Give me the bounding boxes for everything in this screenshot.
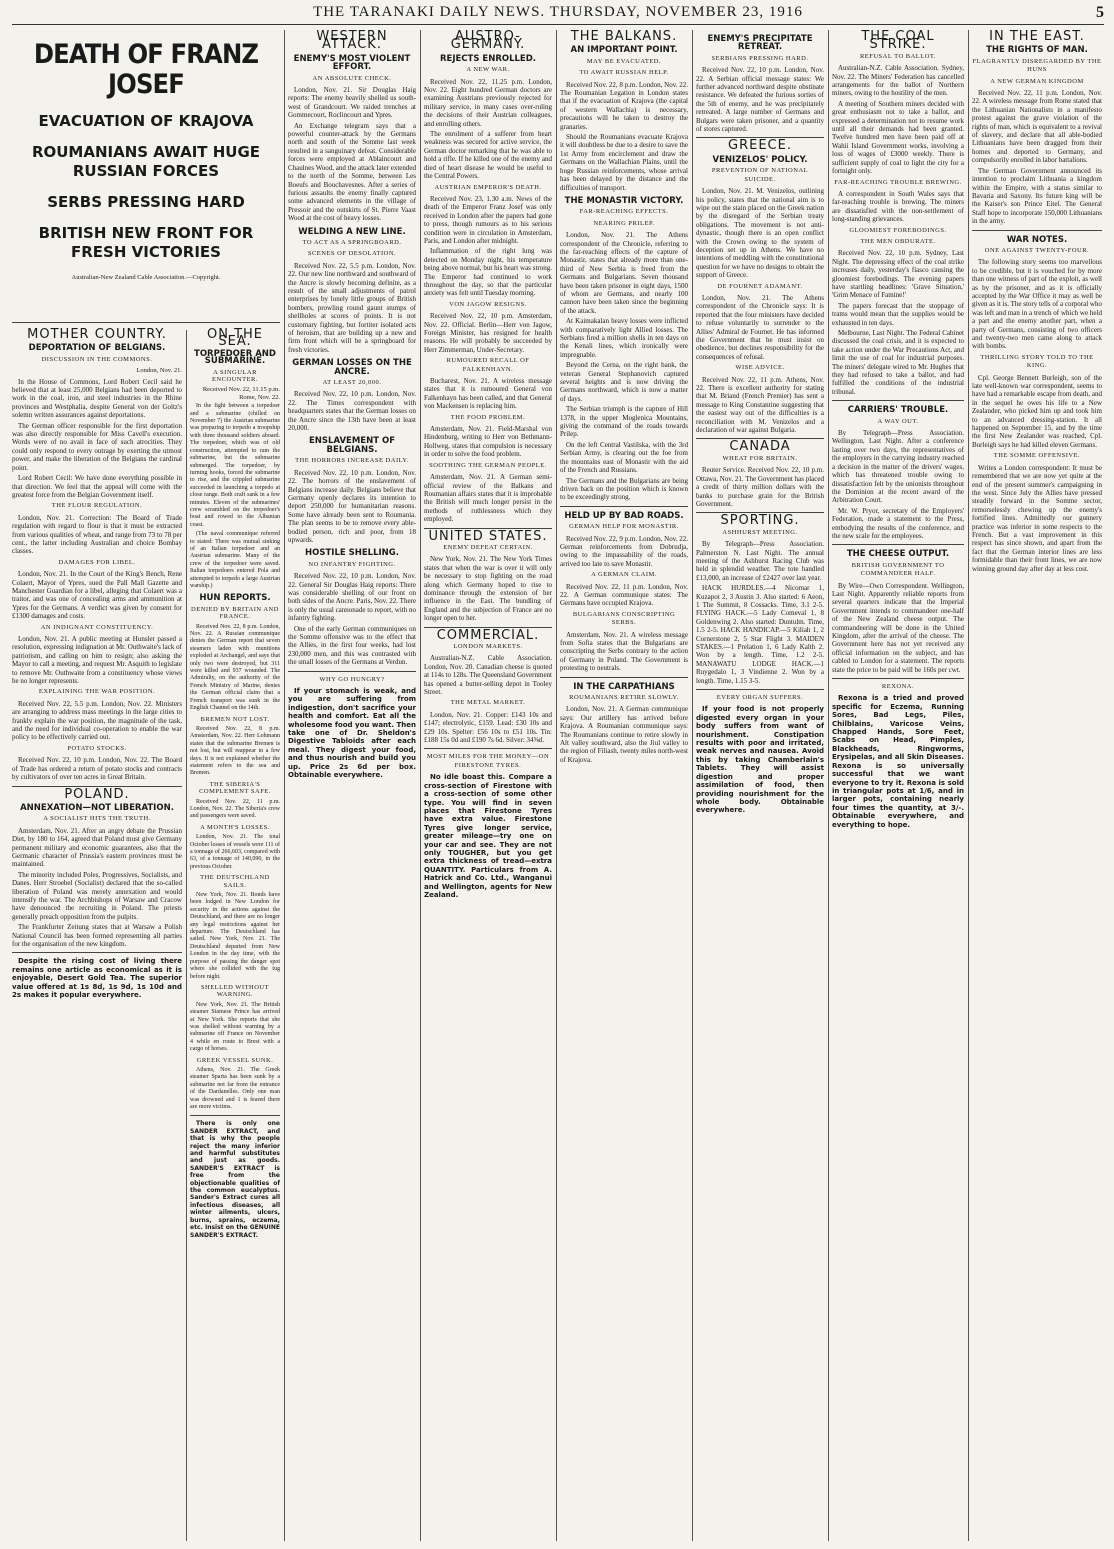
story-heading: WISE ADVICE. — [735, 364, 785, 372]
advertisement: If your food is not properly digested every organ in your body suffers from want of nourishment. Constipation results with poor and irritated, weak nerves and nausea. Avoid this by taking Chamberlain's Tablets. They will assist digestion and proper assimilation of food, then providing nourishment for the whole body. Obtainable everywhere. — [696, 705, 824, 815]
page-number: 5 — [1096, 4, 1104, 21]
story-heading: GERMAN HELP FOR MONASTIR. — [569, 523, 679, 531]
section-heading: SPORTING. — [720, 513, 800, 529]
lead-divider — [12, 322, 280, 323]
column-rule — [692, 30, 693, 1541]
paragraph: Received Nov. 22, 10 p.m. Sydney, Last Night. The depressing effect of the coal strike increases daily, yesterday's fiasco causing the gloomiest forebodings. The evening papers have startling headlines: 'Grave Situation,' 'Grim Menace of Famine!' — [832, 249, 964, 300]
story-subheading: FLAGRANTLY DISREGARDED BY THE HUNS — [972, 57, 1102, 74]
section-heading: ENEMY'S PRECIPITATE RETREAT. — [707, 34, 813, 53]
story-heading: THE SOMME OFFENSIVE. — [993, 452, 1081, 460]
advertisement: If your stomach is weak, and you are suffering from indigestion, don't sacrifice your health and comfort. Eat all the wholesome food you want. Then take one of Dr. Sheldon's Digestive Tabloids after each meal. They digest your food, and thus nourish and build you up. Price 2s 6d per box. Obtainable everywhere. — [288, 687, 416, 780]
divider — [832, 678, 964, 679]
story-subheading: AT LEAST 20,000. — [322, 379, 382, 387]
story-heading: DE FOURNET ADAMANT. — [717, 282, 803, 290]
story-heading: EXPLAINING THE WAR POSITION. — [38, 688, 156, 696]
paragraph: Received Nov. 23, 1.30 a.m. News of the death of the Emperor Franz Josef was only received in London after the papers had gone to press, though rumours as to his serious condition were in circulation in Amsterdam, Paris, and London after midnight. — [424, 194, 552, 245]
story-heading: RUMOURED RECALL OF FALKENHAYN. — [446, 357, 530, 373]
column-balkans — [560, 30, 688, 1541]
paragraph: Amsterdam, Nov. 21. Field-Marshal von Hindenburg, writing to Herr von Bethmann-Hollweg, states that compulsion is necessary in order to solve the food problem. — [424, 425, 552, 459]
paragraph: Received Nov. 22, 5.5 p.m. London, Nov. 22. Our new line northward and southward of the Ancre is slowly becoming definite, as a result of the small adjustments of patrol enterprises by lonely little groups of British bombers, prowling round gaunt stumps of shellholes at scores of points. It is not customary fighting, but fortiter isolated acts of heroism, that are building up a new and firm front which will be a springboard for fresh victories. — [288, 261, 416, 354]
section-heading: UNITED STATES. — [428, 528, 548, 544]
story-subheading: MAY BE EVACUATED. — [586, 57, 662, 65]
paragraph: London, Nov. 21. In the Court of the King's Bench, Rene Colaert, Mayor of Ypres, sued the Pall Mall Gazette and Manchester Guardian for a libel, alleging that Colaert was a traitor, and was one of concealing arms and ammunition at Ypres for the Germans. A verdict was given by consent for £1300 damages and costs. — [12, 570, 182, 621]
advertisement: No idle boast this. Compare a cross-section of Firestone with a cross-section of some other type. You will find in seven places that Firestone Tyres have extra value. Firestone Tyres give longer service, greater mileage—try one on your car and see. They are not only TOUGHER, but you get extra thickness of tread—extra QUANTITY. Particulars from A. Hatrick and Co. Ltd., Wanganui and Wellington, agents for New Zealand. — [424, 773, 552, 899]
section-heading: MOTHER COUNTRY. — [27, 328, 167, 342]
paragraph: The Frankfurter Zeitung states that at Warsaw a Polish National Council has been formed representing all parties for the organisation of the new kingdom. — [12, 923, 182, 948]
story-heading: WHEAT FOR BRITAIN. — [722, 454, 798, 462]
paragraph: New York, Nov. 21. The British steamer Siamese Prince has arrived at New York. She reports that she was shelled without warning by a submarine off France on November 4 while en route to Brest with a cargo of horses. — [190, 1001, 280, 1053]
story-subheading: A NEW GERMAN KINGDOM — [990, 77, 1084, 85]
paragraph: Cpl. George Bennett Burleigh, son of the late well-known war correspondent, seems to have had a remarkable escape from death, and in the sequel he owes his life to a New Zealander, who picked him up and took him to an advanced dressing-station. It all happened on September 15, and by the time the first New Zealander was reached, Cpl. Burleigh says he had killed eleven Germans. — [972, 373, 1102, 449]
paragraph: On the left Central Vastilska, with the 3rd Serbian Army, is clearing out the foe from the mountains east of Monastir with the aid of the French and Russians. — [560, 440, 688, 475]
masthead-title: THE TARANAKI DAILY NEWS. THURSDAY, NOVEMBER 23, 1916 — [313, 4, 803, 20]
paragraph: Reuter Service. Received Nov. 22, 10 p.m. Ottawa, Nov. 21. The Government has placed a credit of thirty million dollars with the banks to purchase grain for the British Government. — [696, 466, 824, 508]
paragraph: Australian-N.Z. Cable Association. London, Nov. 20. Canadian cheese is quoted at 114s to 128s. The Queensland Government has opened a butter-selling depot in Tooley Street. — [424, 654, 552, 697]
dateline: Received Nov. 22, 11.15 p.m. Rome, Nov. 22. — [202, 386, 280, 401]
paragraph: The following story seems too marvellous to be credible, but it is vouched for by more than one witness of part of the exploit, as well as by the prisoner, and as it is officially accepted by the War Office it may as well be given as it is. The story tells of a corporal who was left and man in a trench of which we held a part and the enemy another part, when a party of Germans, consisting of two officers and twenty-two men came along to attack with bombs. — [972, 258, 1102, 351]
paragraph: New York, Nov. 21. Bonds have been lodged in New London for security in the actions against the Deutschland, and there are no longer any legal restrictions against her departure. The Deutschland has sailed. New York, Nov. 21. The Deutschland departed from New London in the day time, with the purpose of passing the danger spot where she collided with the tug before night. — [190, 892, 280, 980]
story-heading: ENSLAVEMENT OF BELGIANS. — [308, 436, 395, 455]
paragraph: One of the early German communiques on the Somme offensive was to the effect that the Allies, in the first four weeks, had lost 230,000 men, and this was contrasted with the small losses of the Germans at Verdun. — [288, 624, 416, 667]
section-heading: GREECE. — [728, 138, 792, 154]
story-subheading: TO AWAIT RUSSIAN HELP. — [579, 69, 669, 77]
story-heading: GERMAN LOSSES ON THE ANCRE. — [292, 358, 412, 377]
story-heading: THE METAL MARKET. — [450, 699, 526, 707]
paragraph: In the fight between a torpedoer and a submarine (chilled on November 7) the Austrian submarine was preparing to torpedo a troopship with three thousand soldiers aboard. The torpedoer, which was of old construction, attempted to ram the submarine, but the submarine submerged. The torpedoer, by turning hooks, forced the submarine to rise, and the crippled submarine succeeded in launching a torpedo at close range. Both craft sank in a few minutes. Eleven of the submarines' crew scrambled on the torpedoer's boat and rowed to the Albanian coast. — [190, 403, 280, 528]
dateline: London, Nov. 21. — [136, 367, 182, 375]
paragraph: The minority included Poles, Progressives, Socialists, and Danes. Herr Stroebel (Socialist) declared that the so-called liberation of Poland was merely annexation and would intensify the war. The Archbishops of Warsaw and Cracow have denounced the recruiting in Poland. The priests generally preach opposition from the pulpits. — [12, 870, 182, 921]
story-heading: DEPORTATION OF BELGIANS. — [28, 343, 166, 354]
advertisement: There is only one SANDER EXTRACT, and that is why the people reject the many inferior and harmful substitutes and just as goods. SANDER'S EXTRACT is free from the objectionable qualities of the common eucalyptus. Sander's Extract cures all infectious diseases, all winter ailments, ulcers, burns, sprains, eczema, etc. Insist on the GENUINE SANDER'S EXTRACT. — [190, 1120, 280, 1239]
story-heading: HOSTILE SHELLING. — [305, 548, 399, 559]
story-heading: REFUSAL TO BALLOT. — [859, 52, 937, 60]
story-subheading: SCENES OF DESOLATION. — [307, 250, 397, 258]
paragraph: London, Nov. 21. The Athens correspondent of the Chronicle, referring to the far-reaching effects of the capture of Monastir, states that already more than one-third of New Serbia is freed from the Germans and Bulgarians. Seven thousand have been taken prisoner in eight days, 1500 of whom are Germans, and nearly 100 cannon have been taken since the beginning of the attack. — [560, 231, 688, 315]
lead-story — [12, 32, 280, 322]
paragraph: Received Nov. 22, 10 p.m. London, Nov. 22. The Times correspondent with headquarters states that the German losses on the Ancre since the 13th have been at least 20,000. — [288, 390, 416, 433]
story-heading: REJECTS ENROLLED. — [439, 53, 537, 64]
paragraph: Received Nov. 22, 10 p.m. London, Nov. 22. A Serbian official message states: We further advanced northward despite obstinate resistance. We defeated the furious sorties of the 5th of enemy, and he was precipitately retreated. A large number of Germans and Bulgars were taken prisoner, and a quantity of stores captured. — [696, 66, 824, 134]
paragraph: Received Nov. 22, 8 p.m. London, Nov. 22. A Russian communique denies the German report that seven steamers laden with munitions exploded at Archangel, and says that only two were destroyed, but 311 were killed and 937 wounded. The Admiralty, on the authority of the French Ministry of Marine, denies the German official claim that a French transport was sunk in the English Channel on the 14th. — [190, 623, 280, 712]
story-subheading: THE MEN OBDURATE. — [860, 237, 936, 245]
story-subheading: DISCUSSION IN THE COMMONS. — [41, 355, 153, 363]
paragraph: London, Nov. 21. A public meeting at Hunslet passed a resolution, expressing indignation at Mr. Outhwaite's lack of patriotism, and calling on him to resign; also asking the Mayor to call a meeting, and request Mr. Asquith to legislate to remove Mr. Outhwaite from a constituency whose views he no longer represents. — [12, 635, 182, 686]
story-heading: ONE AGAINST TWENTY-FOUR. — [984, 246, 1090, 254]
section-heading: THE COAL STRIKE. — [861, 30, 935, 53]
column-rule — [186, 330, 187, 1541]
story-heading: A GERMAN CLAIM. — [591, 571, 657, 579]
story-heading: THE FLOUR REGULATION. — [51, 502, 143, 510]
story-heading: POTATO STOCKS. — [67, 744, 127, 752]
paragraph: Received Nov. 22, 11 p.m. Athens, Nov. 22. There is excellent authority for stating that M. Briand (French Premier) has sent a message to King Constantine suggesting that the easiest way out of the difficulties is a reconciliation with M. Venizelos and a declaration of war against Bulgaria. — [696, 375, 824, 435]
story-heading: GREEK VESSEL SUNK. — [196, 1056, 274, 1064]
story-heading: ROUMANIANS RETIRE SLOWLY. — [569, 694, 679, 702]
paragraph: At Kaimakalan heavy losses were inflicted with comparatively light Allied losses. The Serbians fired a million shells in ten days on the Kenali lines, which ironically were impregnable. — [560, 317, 688, 359]
column-on-the-sea — [190, 328, 280, 1541]
paragraph: Received Nov. 22, 11 p.m. London, Nov. 22. A German communique states: The Germans have occupied Krajova. — [560, 582, 688, 608]
story-heading: WELDING A NEW LINE. — [298, 226, 406, 237]
column-coal-strike — [832, 30, 964, 1541]
paragraph: Received Nov. 22, 8 p.m. Amsterdam, Nov. 22. Herr Lohmann states that the submarine Bremen is not lost, but will reappear in a few days. It is not explained whether the statement refers to the sea and Bremen. — [190, 725, 280, 777]
paragraph: Received Nov. 22, 5.5 p.m. London, Nov. 22. Ministers are arranging to address mass meetings in the large cities to frankly explain the war position, the magnitude of the task, and the need for individual co-operation to enable the war policy to be effectively carried out. — [12, 699, 182, 742]
paragraph: The Serbian triumph is the capture of Hill 1378, in the upper Moglenica Mountains, giving the command of the roads towards Prilep. — [560, 405, 688, 439]
paragraph: London, Nov. 21. The total October losses of vessels were 111 of a tonnage of 266,603, compared with 63, of a tonnage of 140,090, in the previous October. — [190, 834, 280, 870]
column-greece-canada — [696, 30, 824, 1541]
section-heading: HELD UP BY BAD ROADS. — [564, 510, 684, 521]
story-heading: VON JAGOW RESIGNS. — [449, 300, 527, 308]
story-heading: ENEMY'S MOST VIOLENT EFFORT. — [293, 53, 411, 73]
story-subheading: DENIED BY BRITAIN AND FRANCE. — [191, 605, 279, 621]
paragraph: Inflammation of the right lung was detected on Monday night, his temperature being above normal, but his heart was strong. The Emperor had continued to work throughout the day, so that the particular anxiety was felt until Tuesday morning. — [424, 247, 552, 298]
paragraph: The enrolment of a sufferer from heart weakness was secured for active service, the German doctor remarking that he was able to hold a rifle. If he killed one of the enemy and died of heart disease he would be useful to the Central Powers. — [424, 130, 552, 181]
advertisement: Rexona is a tried and proved specific for Eczema, Running Sores, Bad Legs, Piles, Chilblains, Varicose Veins, Chapped Hands, Sore Feet, Scabs on Head, Pimples, Blackheads, Ringworms, Erysipelas, and all Skin Diseases. Rexona is so universally successful that we want everyone to try it. Rexona is sold in triangular pots at 1/6, and in larger pots, containing nearly four times the quantity, at 3/-. Obtainable everywhere, and everything to hope. — [832, 694, 964, 829]
column-rule — [556, 30, 557, 1541]
story-subheading: THE HORRORS INCREASE DAILY. — [295, 457, 409, 465]
story-heading: SHELLED WITHOUT WARNING. — [200, 983, 270, 999]
story-subheading: NO INFANTRY FIGHTING. — [308, 560, 396, 568]
story-heading: REXONA. — [881, 683, 915, 691]
story-subheading: TO ACT AS A SPRINGBOARD. — [302, 238, 402, 246]
story-subheading: A NEW WAR. — [466, 66, 510, 74]
story-heading: AN INDIGNANT CONSTITUENCY. — [40, 623, 154, 631]
section-heading: CARRIERS' TROUBLE. — [847, 405, 949, 416]
lead-sub3: SERBS PRESSING HARD — [47, 193, 245, 211]
story-heading: THE DEUTSCHLAND SAILS. — [200, 874, 270, 889]
paragraph: The German officer responsible for the first deportation was also directly responsible for Miss Cavell's execution. Words were of no avail in face of such atrocities. They could only respond to every outrage by exerting the utmost power, and make the liberation of the Belgians the cardinal point. — [12, 421, 182, 472]
section-heading: WAR NOTES. — [1006, 234, 1068, 245]
paragraph: By Wire—Own Correspondent. Wellington, Last Night. Apparently reliable reports from several quarters indicate that the Imperial Government intends to commandeer one-half of the New Zealand cheese output. The commandeering will be done in the United Kingdom, after the arrival of the cheese. The Government here has not yet received any official information on the subject, and has cabled to London for a statement. The reports state the price to be paid will be 160s per cwt. — [832, 581, 964, 674]
divider — [288, 671, 416, 672]
story-heading: WHY GO HUNGRY? — [319, 675, 385, 683]
story-heading: THE MONASTIR VICTORY. — [564, 195, 684, 206]
column-in-the-east — [972, 30, 1102, 1541]
paragraph: Melbourne, Last Night. The Federal Cabinet discussed the coal crisis, and it is expected to take action under the War Precautions Act, and limit the use of coal for industrial purposes. The miners' delegate wired to Mr. Hughes that they had refused to take a ballot, and had fulfilled the conditions of the industrial tribunal. — [832, 329, 964, 396]
story-subheading: A SOCIALIST HITS THE TRUTH. — [43, 815, 151, 823]
paragraph: An Exchange telegram says that a powerful counter-attack by the Germans north and south of the Somme last week resulted in a sanguinary defeat. Considerable forces were employed at Ablaincourt and Chaulnes Wood, and the attack later extended to the north of the Somme, between Les Boeufs and Bouchavesnes. After a series of furious assaults the enemy finally captured some advanced elements in the village of Pressoir and the outskirts of St. Pierre Vaast Wood at the cost of heavy losses. — [288, 121, 416, 223]
paragraph: Amsterdam, Nov. 21. After an angry debate the Prussian Diet, by 180 to 164, agreed that Poland must give Germany permanent military and economic guarantees, also that the Germanic character of Prussia's eastern provinces must be maintained. — [12, 826, 182, 869]
paragraph: Received Nov. 22, 10 p.m. London, Nov. 22. General Sir Douglas Haig reports: There was considerable shelling of our front on both sides of the Ancre. Paris, Nov. 22. There is only the usual cannonade to report, with no infantry fighting. — [288, 572, 416, 623]
section-heading: WESTERN ATTACK. — [316, 30, 388, 53]
story-heading: SOOTHING THE GERMAN PEOPLE. — [429, 461, 547, 469]
story-heading: EVERY ORGAN SUFFERS. — [716, 694, 804, 702]
column-mother-country — [12, 328, 182, 1541]
column-austro-germany — [424, 30, 552, 1541]
divider — [832, 400, 964, 401]
section-heading: IN THE CARPATHIANS — [573, 681, 675, 692]
section-heading: AUSTRO-GERMANY. — [450, 30, 526, 53]
paragraph: New York, Nov. 21. The New York Times states that when the war is over it will only be necessary to stop fighting on the road along which Germany hoped to rise to dominance through the extension of her influence in the East. The bundling of England and the subjection of France are no longer open to her. — [424, 555, 552, 623]
paragraph: HACK HURDLES.—4 Nicomar 1, Kuzapot 2, 3 Austin 3. Also started: 6 Aeon, 1 The Summit, 8 Cossacks. Time, 3.1 2-5. FLYING HACK.—5 Lady Comeval 1, 8 Goldenwing 2. Also started: Duntulm. Time, 1.5 2-5. HACK HANDICAP.—5 Kiliah 1, 2 Cornerstone 2, 5 Star Flight 3. MAIDEN STAKES.—1 Prelation 1, 6 Lady Kalth 2. Won by a length. Time, 1.2 2-5. MANAWATU LODGE HACK.—1 Ruygedalo 1, 3 Vindienne 2. Won by a length. Time, 1.15 3-5. — [696, 584, 824, 685]
story-subheading: A SINGULAR ENCOUNTER. — [212, 368, 258, 384]
paragraph: Mr. W. Pryor, secretary of the Employers' Federation, made a statement to the Press, embodying the results of the conference, and the new scale for the employees. — [832, 506, 964, 540]
story-subheading: FAR-REACHING EFFECTS. — [579, 208, 669, 216]
story-heading: GLOOMIEST FOREBODINGS. — [849, 226, 947, 234]
paragraph: Received Nov. 22, 11 p.m. London, Nov. 22. A wireless message from Rome stated that the Lithuanian Nationalists in a manifesto protest against the grave violation of the rights of man, which is equivalent to a revival of slavery, and declare that all able-bodied Lithuanians have been dragged from their homes and deported to Germany, and compulsorily enrolled in labor battalions. — [972, 89, 1102, 165]
column-rule — [828, 30, 829, 1541]
paragraph: Athens, Nov. 21. The Greek steamer Sparta has been sunk by a submarine not far from the entrance of the Dardanelles. Only one man was drowned and 1 is feared there are more victims. — [190, 1066, 280, 1110]
paragraph: By Telegraph—Press Association. Wellington, Last Night. After a conference lasting over two days, the representatives of the employers in the carrying industry reached a decision in the matter of the drivers' wages, which has threatened trouble owing to dissatisfaction felt by the unionists throughout the Dominion at the recent award of the Arbitration Court. — [832, 429, 964, 505]
lead-headline: DEATH OF FRANZ JOSEF — [33, 39, 259, 100]
column-rule — [968, 30, 969, 1541]
story-heading: DAMAGES FOR LIBEL. — [58, 558, 136, 566]
story-heading: A WAY OUT. — [877, 417, 919, 425]
paragraph: Received Nov. 22, 10 p.m. Amsterdam, Nov. 22. Official. Berlin—Herr von Jagow, Foreign Minister, has resigned for health reasons. He will probably be succeeded by Herr Zimmerman, Under-Secretary. — [424, 312, 552, 354]
paragraph: Australian-N.Z. Cable Association. Sydney, Nov. 22. The Miners' Federation has cancelled arrangements for the ballot of Northern miners, owing to the hostility of the men. — [832, 64, 964, 98]
story-heading: VENIZELOS' POLICY. — [712, 154, 808, 165]
section-heading: ON THE SEA. — [206, 328, 264, 350]
divider — [424, 748, 552, 749]
story-heading: SERBIANS PRESSING HARD. — [711, 54, 809, 62]
lead-sub4: BRITISH NEW FRONT FOR FRESH VICTORIES — [38, 224, 254, 261]
story-heading: THE FOOD PROBLEM. — [450, 413, 526, 421]
paragraph: The German Government announced its intention to proclaim Lithuania a kingdom within the Empire, with a status similar to Bavaria and Saxony. Its future king will be the Kaiser's son Prince Eitel. The General Staff hope to incorporate 150,000 Lithuanians in the army. — [972, 166, 1102, 226]
story-heading: BRITISH GOVERNMENT TO COMMANDEER HALF. — [851, 561, 945, 578]
paragraph: London, Nov. 21. The Athens correspondent of the Chronicle says: It is reported that the four ministers have decided to refuse voluntarily to surrender to the Allies' Admiral de Fournet. He has informed the Government that he must insist on obedience, but declines responsibility for the consequences of refusal. — [696, 293, 824, 361]
column-rule — [420, 30, 421, 1541]
column-rule — [284, 30, 285, 1541]
lead-sub2: ROUMANIANS AWAIT HUGE RUSSIAN FORCES — [31, 143, 261, 180]
paragraph: Received Nov. 22, 10 p.m. London, Nov. 22. The Board of Trade has ordered a return of potato stocks and contracts by cultivators of over ten acres in Great Britain. — [12, 756, 182, 782]
paragraph: London, Nov. 21. Copper: £143 10s and £147; electrolytic, £159. Lead: £30 10s and £29 10s. Spelter: £56 10s to £51 10s. Tin: £188 15s 0d and £190 7s 6d. Silver: 34⅝d. — [424, 710, 552, 745]
paragraph: Amsterdam, Nov. 21. A German semi-official review of the Balkans and Roumanian affairs states that it is improbable the British will much longer persist in the methods of ruthlessness which they employed. — [424, 473, 552, 524]
divider — [560, 677, 688, 678]
section-heading: CANADA — [729, 439, 791, 455]
story-heading: TORPEDOER AND SUBMARINE. — [194, 348, 276, 367]
story-heading: ASHHURST MEETING. — [722, 528, 798, 536]
story-heading: THE SIBERIA'S COMPLEMENT SAFE. — [199, 780, 271, 796]
paragraph: London, Nov. 21. A German communique says: Our artillery has arrived before Krajova. A Roumanian communique says: The Roumanians continue to retire slowly in Alt valley southward, also the Jiul valley to the region of Filiash, twenty miles north-west of Krajova. — [560, 705, 688, 764]
divider — [12, 952, 182, 953]
paragraph: (The naval communique referred to stated: There was mutual sinking of an Italian torpedoer and an Austrian submarine. Many of the crew of the torpedoer were saved. Italian torpedoers entered Pola and attempted to torpedo a large Austrian warship.) — [190, 531, 280, 589]
paragraph: A correspondent in South Wales says that far-reaching trouble is brewing. The miners are dissatisfied with the non-settlement of long-standing grievances. — [832, 189, 964, 224]
story-heading: HUN REPORTS. — [199, 593, 271, 604]
story-heading: MOST MILES FOR THE MONEY—ON FIRESTONE TYRES. — [426, 753, 550, 769]
lead-sub1: EVACUATION OF KRAJOVA — [38, 112, 254, 130]
paragraph: Amsterdam, Nov. 21. A wireless message from Sofia states that the Bulgarians are conscripting the Serbs contrary to the action of Germany in Poland. The Government is protesting to neutrals. — [560, 630, 688, 673]
story-subheading: PREVENTION OF NATIONAL SUICIDE. — [711, 167, 809, 183]
story-heading: LONDON MARKETS. — [453, 643, 523, 650]
story-heading: ENEMY DEFEAT CERTAIN. — [443, 543, 533, 551]
paragraph: Lord Robert Cecil: We have done everything possible in that direction. We feel that the appeal will come with the greatest force from the Belgian Government itself. — [12, 474, 182, 499]
story-subheading: NEARING PRILEP. — [593, 219, 655, 227]
section-heading: COMMERCIAL. — [436, 627, 540, 643]
paragraph: Received Nov. 22, 8 p.m. London, Nov. 22. The Roumanian Legation in London states that if the evacuation of Krajova (the capital of western Wallachia) is necessary, precautions will be taken to destroy the granaries. — [560, 80, 688, 131]
paragraph: A meeting of Southern miners decided with great enthusiasm not to take a ballot, and expressed a determination not to resume work until all their demands had been granted. Twelve hundred men have been paid off at Wahii Island Government works, involving a loss of wages of £3000 weekly. There is sufficient supply of coal to light the city for a fortnight only. — [832, 99, 964, 176]
paragraph: Received Nov. 22, 11 p.m. London, Nov. 22. The Siberia's crew and passengers were saved. — [190, 798, 280, 820]
section-heading: THE BALKANS. — [570, 30, 678, 44]
divider — [972, 230, 1102, 231]
story-heading: BREMEN NOT LOST. — [200, 715, 270, 723]
story-heading: THE RIGHTS OF MAN. — [986, 45, 1088, 56]
column-western-attack — [288, 30, 416, 1541]
masthead — [12, 4, 1104, 25]
divider — [560, 506, 688, 507]
paragraph: By Telegraph—Press Association. Palmerston N. Last Night. The annual meeting of the Ashhurst Racing Club was held in splendid weather. The tote handled £13,000, an increase of £2427 over last year. — [696, 540, 824, 582]
section-heading: POLAND. — [64, 786, 130, 802]
paragraph: Received Nov. 22, 10 p.m. London, Nov. 22. The horrors of the enslavement of Belgians increase daily. Belgians believe that Germany openly declares its intention to deport 250,000 for humanitarian reasons. Some have already been sent to Roumania. The plan seems to be to remove every able-bodied person, rich and poor, from 18 upwards. — [288, 468, 416, 544]
divider — [696, 689, 824, 690]
divider — [190, 1115, 280, 1116]
paragraph: Received Nov. 22, 9 p.m. London, Nov. 22. German reinforcements from Dobrudja, owing to the impassability of the roads, arrived too late to save Monastir. — [560, 534, 688, 568]
divider — [832, 544, 964, 545]
story-subheading: AN ABSOLUTE CHECK. — [312, 74, 392, 82]
paragraph: London, Nov. 21. Sir Douglas Haig reports: The enemy heavily shelled us south-west of Grandcourt. We raided trenches at Gommecourt, Roclincourt and Ypres. — [288, 86, 416, 120]
paragraph: Beyond the Cerna, on the right bank, the veteran General Stephanovich captured several heights and is now driving the Germans northward, which is now a matter of days. — [560, 361, 688, 403]
section-heading: IN THE EAST. — [989, 30, 1085, 44]
story-heading: ANNEXATION—NOT LIBERATION. — [20, 802, 174, 813]
section-heading: THE CHEESE OUTPUT. — [846, 549, 950, 560]
lead-credit: Australian-New Zealand Cable Association.—Copyright. — [71, 274, 221, 281]
paragraph: Bucharest, Nov. 21. A wireless message states that it is rumoured General von Falkenhayn has been called, and that General von Mackensen is replacing him. — [424, 377, 552, 411]
paragraph: London, Nov. 21. M. Venizelos, outlining his policy, states that the national aim is to wipe out the stain placed on the Greek nation by the disregard of the Serbian treaty obligations. The movement is not anti-dynastic, though there is an open conflict with the Crown owing to the system of deception set up in Athens. We have no intentions of meddling with the constitutional question for we have no designs to obtain the support of Greece. — [696, 187, 824, 280]
advertisement: Despite the rising cost of living there remains one article as economical as it is enjoyable, Desert Gold Tea. The superior value offered at 1s 8d, 1s 9d, 1s 10d and 2s makes it popular everywhere. — [12, 957, 182, 1000]
paragraph: Should the Roumanians evacuate Krajova it will doubtless be due to a desire to save the 1st Army from encirclement and draw the Germans on the Wallachian Plains, until the huge Russian reinforcements, whose arrival has been delayed by the distance and the difficulties of transport. — [560, 133, 688, 192]
story-heading: FAR-REACHING TROUBLE BREWING. — [834, 178, 962, 186]
story-heading: THRILLING STORY TOLD TO THE KING. — [980, 353, 1094, 370]
story-heading: BULGARIANS CONSCRIPTING SERBS. — [572, 610, 676, 627]
paragraph: The Germans and the Bulgarians are being driven back on the position which is known to be exceedingly strong. — [560, 476, 688, 502]
paragraph: Received Nov. 22, 11.25 p.m. London, Nov. 22. Eight hundred German doctors are examining Austrians previously rejected for military service, in many cases over-ruling the decisions of their Austrian colleagues, and enrolling others. — [424, 77, 552, 128]
paragraph: Writes a London correspondent: It must be remembered that we are now yet quite at the end of the present summer's campaigning in the west. Since July the Allies have pressed steadily forward in the Somme sector, remorselessly chewing up the enemy's fortified lines. Admittedly our gunnery practice was inferior in some respects to the French. But a vast improvement in this respect has since shown, and apart from the fact that the German interior lines are less formidable than their front lines, we are now winning ground day after day at less cost. — [972, 463, 1102, 573]
story-heading: A MONTH'S LOSSES. — [200, 823, 270, 831]
paragraph: In the House of Commons, Lord Robert Cecil said he believed that at least 25,000 Belgians had been deported to work in the coal, iron, and steel industries in the Rhine provinces and Westphalia, despite General von der Goltz's solemn written assurances against deportations. — [12, 377, 182, 420]
story-heading: AN IMPORTANT POINT. — [570, 45, 678, 56]
story-heading: AUSTRIAN EMPEROR'S DEATH. — [434, 183, 542, 191]
paragraph: London, Nov. 21. Correction: The Board of Trade regulation with regard to flour is that it must be extracted from various qualities of wheat, and range from 73 to 78 per cent., the latter including Australian and choice Bombay classes. — [12, 513, 182, 556]
paragraph: The papers forecast that the stoppage of trams would mean that the supplies would be exhausted in ten days. — [832, 301, 964, 327]
